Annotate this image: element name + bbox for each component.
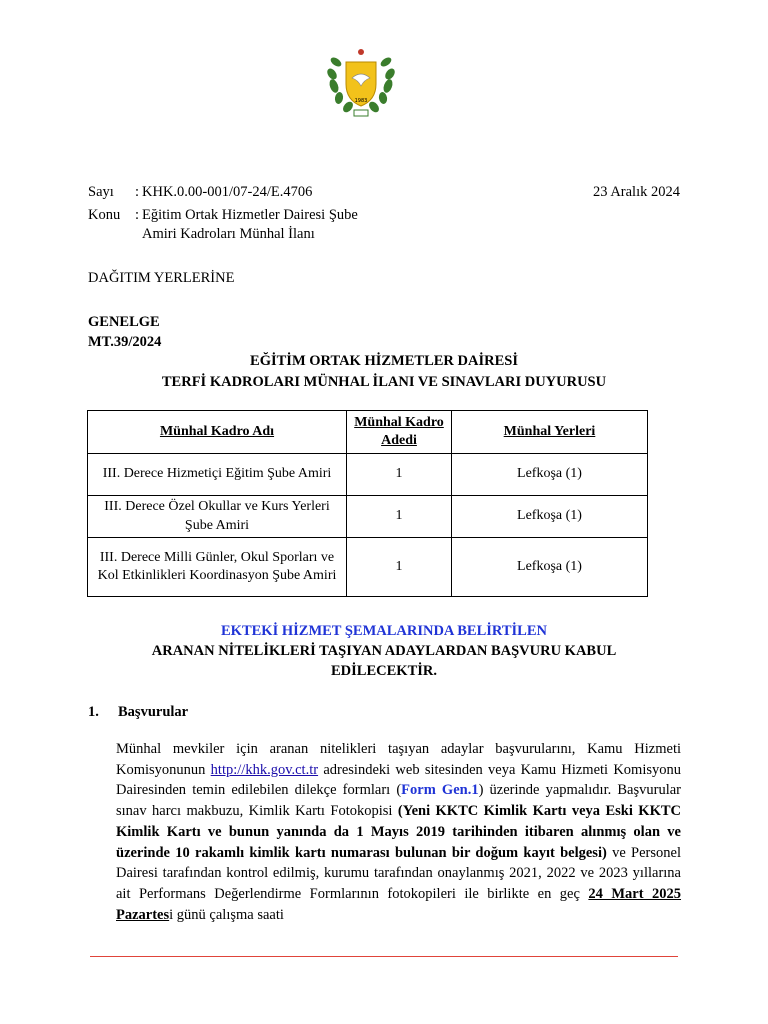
- konu-line-2: Amiri Kadroları Münhal İlanı: [142, 226, 315, 242]
- id-card-requirement: (Yeni KKTC Kimlik Kartı veya Eski KKTC Kimlik Kartı ve bunun yanında da 1 Mayıs 2019 tarihinden itibaren alınmış olan ve üzerinde 10 rakamlı kimlik kartı numarası bulunan bir doğum kayıt belgesi): [116, 803, 681, 861]
- column-header-name: Münhal Kadro Adı: [88, 411, 347, 454]
- vacancy-table: [87, 410, 648, 597]
- paragraph-text: i günü çalışma saati: [169, 906, 284, 923]
- cell-place: Lefkoşa (1): [452, 454, 648, 496]
- recipient: DAĞITIM YERLERİNE: [88, 270, 235, 286]
- notice-line-2: ARANAN NİTELİKLERİ TAŞIYAN ADAYLARDAN BAŞVURU KABUL: [151, 643, 617, 659]
- section-heading: [88, 703, 188, 722]
- genelge-heading: GENELGE: [88, 314, 160, 330]
- footer-divider: [90, 956, 678, 957]
- table-header-row: [88, 411, 648, 454]
- section-number: 1.: [88, 704, 99, 720]
- cell-count: 1: [347, 496, 452, 538]
- konu-colon: :: [135, 207, 140, 223]
- cell-name: III. Derece Milli Günler, Okul Sporları ve Kol Etkinlikleri Koordinasyon Şube Amiri: [88, 538, 347, 597]
- paragraph-text: ve Personel Dairesi tarafından kontrol edilmiş, kurumu tarafından onaylanmış 2021, 2022 ve 2023 yıllarına ait Performans Değerlendirme Formlarının fotokopileri ile birlikte en geç: [116, 844, 681, 902]
- column-header-count: Münhal Kadro Adedi: [347, 411, 452, 454]
- cell-name: III. Derece Hizmetiçi Eğitim Şube Amiri: [88, 454, 347, 496]
- cell-name: III. Derece Özel Okullar ve Kurs Yerleri Şube Amiri: [88, 496, 347, 538]
- notice-line-3: EDİLECEKTİR.: [331, 663, 437, 679]
- konu-label: Konu: [88, 207, 121, 223]
- table-row: [88, 538, 648, 597]
- paragraph-text: Münhal mevkiler için aranan nitelikleri taşıyan adaylar başvurularını, Kamu Hizmeti Komisyonunun: [116, 741, 681, 778]
- khk-website-link[interactable]: http://khk.gov.ct.tr: [210, 761, 319, 778]
- deadline-date: 24 Mart 2025 Pazartes: [116, 885, 682, 923]
- cell-place: Lefkoşa (1): [452, 496, 648, 538]
- cell-count: 1: [347, 538, 452, 597]
- section-title: Başvurular: [118, 704, 189, 720]
- sayi-label: Sayı: [88, 184, 114, 200]
- notice-line-1: EKTEKİ HİZMET ŞEMALARINDA BELİRTİLEN: [221, 623, 547, 639]
- paragraph-text: adresindeki web sitesinden veya Kamu Hizmeti Komisyonu Dairesinden temin edilebilen dilekçe formları (: [116, 761, 681, 799]
- reference-number: MT.39/2024: [88, 334, 162, 350]
- table-row: [88, 454, 648, 496]
- cell-place: Lefkoşa (1): [452, 538, 648, 597]
- section-paragraph: [116, 739, 681, 925]
- sayi-value: KHK.0.00-001/07-24/E.4706: [142, 184, 313, 200]
- paragraph-text: ) üzerinde yapmalıdır. Başvurular sınav harcı makbuzu, Kimlik Kartı Fotokopisi: [116, 782, 681, 820]
- title-line-1: EĞİTİM ORTAK HİZMETLER DAİRESİ: [250, 353, 518, 369]
- title-line-2: TERFİ KADROLARI MÜNHAL İLANI VE SINAVLARI DUYURUSU: [161, 374, 607, 390]
- konu-line-1: Eğitim Ortak Hizmetler Dairesi Şube: [142, 207, 358, 223]
- document-date: 23 Aralık 2024: [593, 184, 680, 200]
- table-row: [88, 496, 648, 538]
- svg-text:1983: 1983: [354, 98, 368, 104]
- sayi-colon: :: [135, 184, 140, 200]
- column-header-place: Münhal Yerleri: [452, 411, 648, 454]
- form-name: Form Gen.1: [401, 782, 479, 799]
- cell-count: 1: [347, 454, 452, 496]
- state-emblem-icon: [324, 40, 398, 120]
